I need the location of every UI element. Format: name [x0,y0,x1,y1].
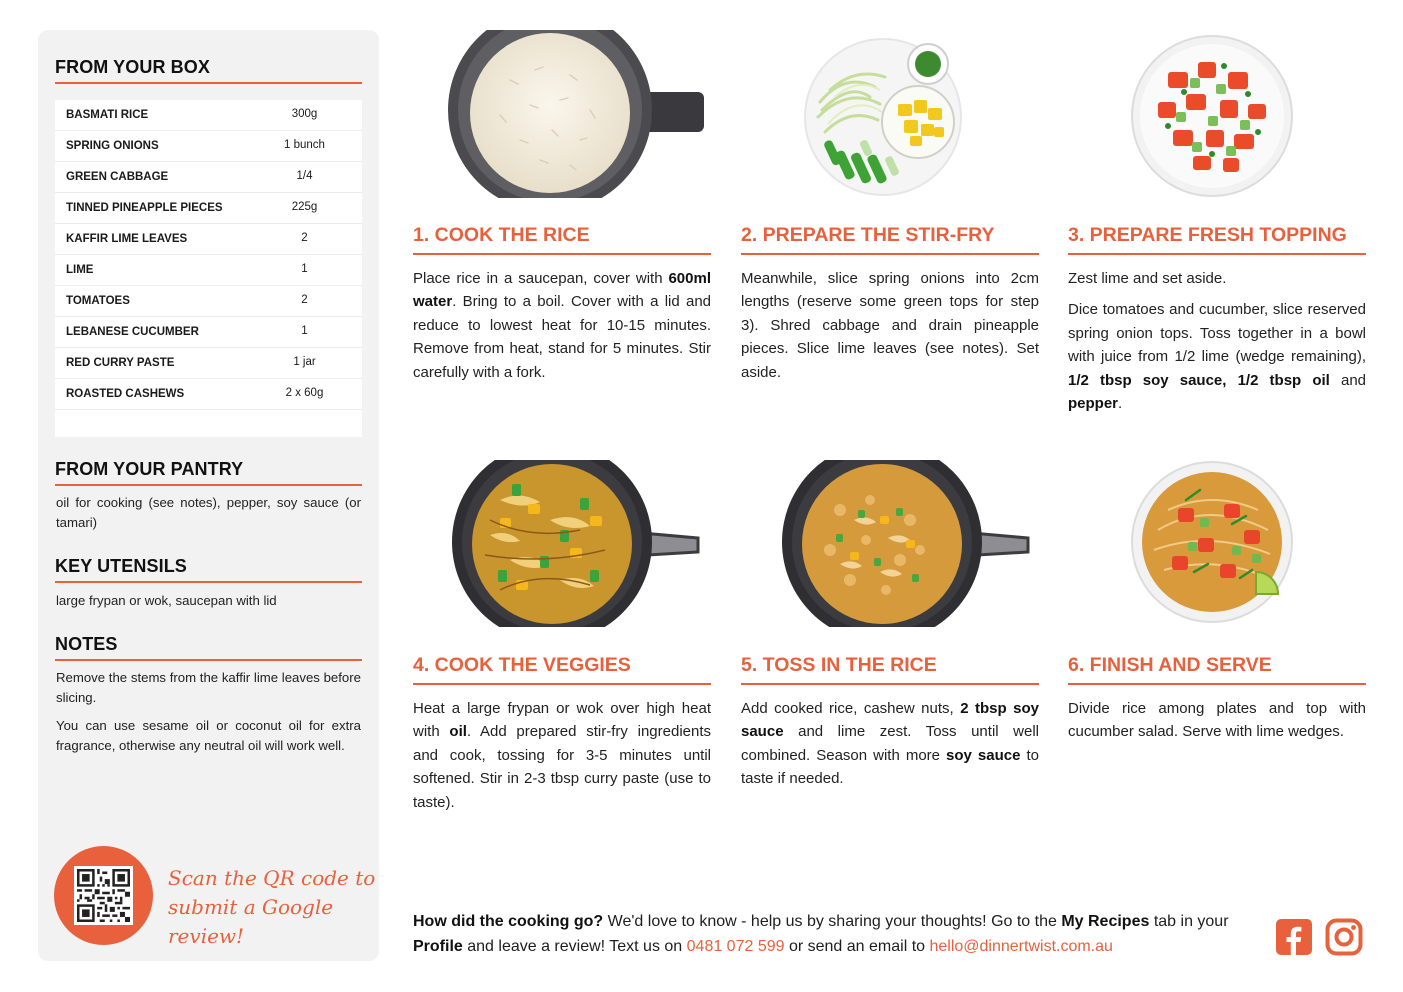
ingredient-name: KAFFIR LIME LEAVES [66,233,188,245]
ingredient-qty: 300g [291,108,318,120]
footer-text: and leave a review! Text us on [462,938,687,955]
ingredient-row [55,131,362,162]
ingredient-row [55,317,362,348]
ingredient-row [55,100,362,131]
ingredient-name: SPRING ONIONS [66,140,159,152]
utensils-text: large frypan or wok, saucepan with lid [56,593,277,608]
step2-photo-prep-plate [800,32,970,197]
step1-text-bold: 600ml water [413,270,711,311]
qr-caption [168,864,379,951]
ingredient-name: TOMATOES [66,295,130,307]
qr-caption-line1: Scan the QR code to [168,866,376,890]
utensils-title: KEY UTENSILS [55,556,187,576]
step5-rule [741,683,1039,685]
notes-title: NOTES [55,634,118,654]
step3-text-bold: 1/2 tbsp soy sauce, 1/2 tbsp oil [1068,371,1330,389]
ingredient-name: BASMATI RICE [66,109,149,121]
footer-question: How did the cooking go? [413,913,604,930]
step2-rule [741,253,1039,255]
qr-code[interactable] [74,866,133,925]
facebook-icon[interactable] [1275,918,1313,956]
step3-text [1068,267,1366,423]
step3-text-part: and [1329,371,1366,389]
step5-text [741,697,1039,799]
ingredient-row [55,348,362,379]
step4-title: 4. COOK THE VEGGIES [413,654,631,676]
step5-text-part: to taste if needed. [741,746,1039,788]
step2-title: 2. PREPARE THE STIR-FRY [741,224,995,246]
step5-title: 5. TOSS IN THE RICE [741,654,937,676]
step5-text-part: Add cooked rice, cashew nuts, [741,700,961,717]
note-item: Remove the stems from the kaffir lime leaves before slicing. [56,670,361,705]
step1-photo-rice-pot [440,30,705,200]
step3-text-bold: pepper [1068,395,1119,413]
ingredient-row [55,255,362,286]
step5-text-bold: 2 tbsp soy sauce [741,700,1039,741]
footer-text: or send an email to [784,938,930,955]
step6-text-part: Divide rice among plates and top with cucumber salad. Serve with lime wedges. [1068,700,1366,741]
ingredients-sidebar [38,30,379,961]
step5-photo-fried-rice-wok [770,460,1035,628]
ingredient-qty: 1 bunch [284,139,325,151]
step1-text [413,267,711,392]
step3-text-part: Dice tomatoes and cucumber, slice reserved spring onion tops. Toss together in a bowl with juice from 1/2 lime (wedge remaining), [1068,301,1366,366]
step4-text-part: Heat a large frypan or wok over high heat with [413,700,711,741]
review-footer [413,909,1263,959]
step3-text-part: . [1118,395,1123,413]
box-title-rule [55,82,362,84]
step1-text-part: Place rice in a saucepan, cover with [413,270,669,287]
step1-title: 1. COOK THE RICE [413,224,590,246]
ingredient-row [55,162,362,193]
ingredient-qty: 1 [301,325,308,337]
step2-text [741,267,1039,392]
step2-text-part: Meanwhile, slice spring onions into 2cm lengths (reserve some green tops for step 3). Shred cabbage and drain pineapple pieces. Slice lime leaves (see notes). Set aside. [741,270,1039,381]
note-item: You can use sesame oil or coconut oil for extra fragrance, otherwise any neutral oil will work well. [56,718,361,753]
ingredient-qty: 2 [301,232,308,244]
utensils-title-rule [55,581,362,583]
qr-badge [54,846,153,945]
ingredient-name: ROASTED CASHEWS [66,388,185,400]
ingredient-name: LEBANESE CUCUMBER [66,326,199,338]
pantry-title: FROM YOUR PANTRY [55,459,244,479]
ingredient-row [55,379,362,410]
instagram-icon[interactable] [1325,918,1363,956]
step4-text [413,697,711,822]
step4-text-bold: oil [449,723,467,741]
notes-title-rule [55,659,362,661]
ingredient-qty: 2 x 60g [285,387,324,399]
box-title: FROM YOUR BOX [55,57,210,77]
step6-text [1068,697,1366,752]
step4-photo-veggie-wok [440,460,705,628]
ingredient-name: LIME [66,264,94,276]
qr-code-graphic [77,869,130,922]
ingredient-table [55,100,362,437]
ingredient-qty: 225g [291,201,318,213]
step6-title: 6. FINISH AND SERVE [1068,654,1272,676]
footer-my-recipes: My Recipes [1061,913,1150,930]
step3-photo-salad-bowl [1128,32,1298,200]
step5-text-bold: soy sauce [946,746,1021,764]
step6-photo-served-bowl [1128,460,1298,628]
step1-text-part: . Bring to a boil. Cover with a lid and reduce to lowest heat for 10-15 minutes. Remove from heat, stand for 5 minutes. Stir carefully with a fork. [413,293,711,381]
footer-profile: Profile [413,938,463,955]
ingredient-qty: 1/4 [296,170,313,182]
ingredient-name: TINNED PINEAPPLE PIECES [66,202,223,214]
footer-text: tab in your [1149,913,1229,930]
footer-phone-link[interactable]: 0481 072 599 [686,938,785,955]
pantry-title-rule [55,484,362,486]
step4-text-part: . Add prepared stir-fry ingredients and cook, tossing for 3-5 minutes until softened. Stir in 2-3 tbsp curry paste (use to taste). [413,723,711,811]
ingredient-qty: 1 jar [293,356,316,368]
step3-title: 3. PREPARE FRESH TOPPING [1068,224,1347,246]
ingredient-qty: 2 [301,294,308,306]
qr-caption-line2: submit a Google review! [168,895,334,948]
step3-text-part: Zest lime and set aside. [1068,270,1227,287]
step4-rule [413,683,711,685]
step5-text-part: and lime zest. Toss until well combined. Season with more [741,723,1039,764]
step3-rule [1068,253,1366,255]
step1-rule [413,253,711,255]
ingredient-name: GREEN CABBAGE [66,171,169,183]
footer-text: We'd love to know - help us by sharing your thoughts! Go to the [603,913,1062,930]
ingredient-row [55,286,362,317]
ingredient-qty: 1 [301,263,308,275]
step6-rule [1068,683,1366,685]
ingredient-row [55,224,362,255]
footer-email-link[interactable]: hello@dinnertwist.com.au [929,938,1113,955]
ingredient-name: RED CURRY PASTE [66,357,175,369]
pantry-text: oil for cooking (see notes), pepper, soy sauce (or tamari) [56,495,361,530]
ingredient-row [55,193,362,224]
